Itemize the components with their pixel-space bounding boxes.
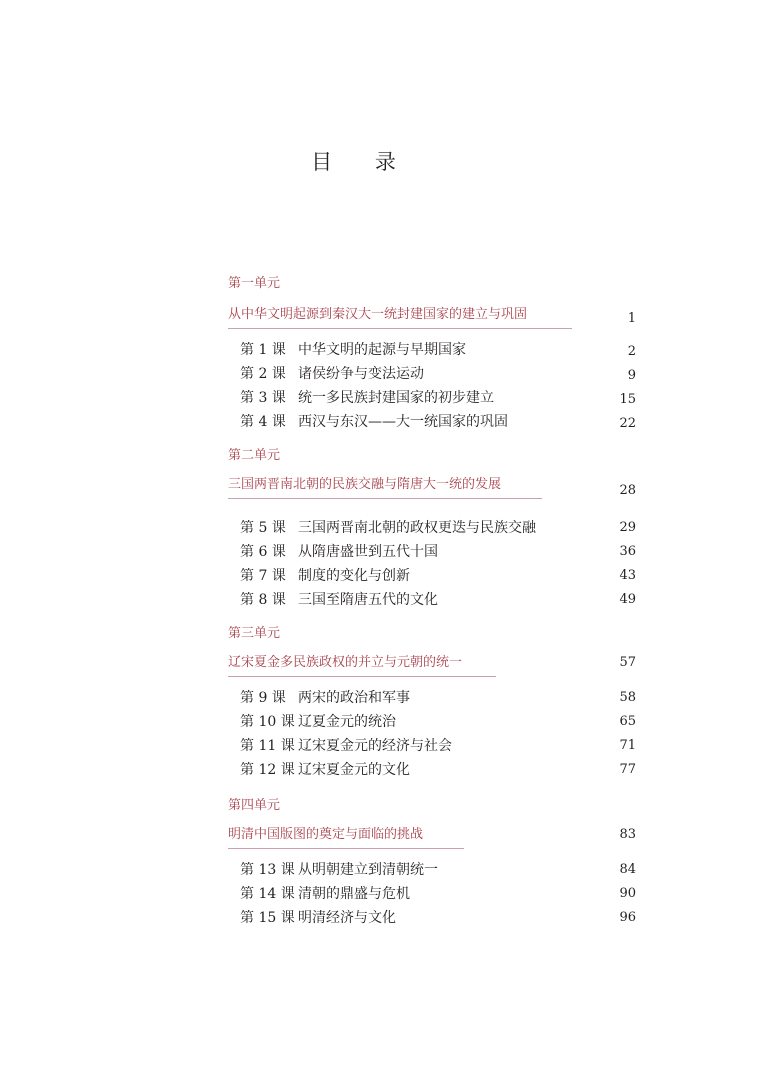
lesson-title[interactable]: 统一多民族封建国家的初步建立 [298, 390, 494, 406]
lesson-title[interactable]: 诸侯纷争与变法运动 [298, 366, 424, 382]
lesson-title[interactable]: 三国两晋南北朝的政权更迭与民族交融 [298, 520, 536, 536]
lesson-item[interactable] [228, 882, 636, 906]
unit-label: 第一单元 [228, 276, 281, 291]
lesson-title[interactable]: 辽宋夏金元的经济与社会 [298, 738, 452, 754]
lesson-number: 第 3 课 [240, 390, 286, 406]
unit-title[interactable]: 三国两晋南北朝的民族交融与隋唐大一统的发展 [228, 477, 502, 492]
lesson-number: 第 10 课 [240, 714, 295, 730]
lesson-number: 第 14 课 [240, 886, 295, 902]
lesson-item[interactable] [228, 588, 636, 612]
lesson-page-number: 22 [619, 416, 636, 431]
lesson-title[interactable]: 制度的变化与创新 [298, 568, 410, 584]
lesson-item[interactable] [228, 710, 636, 734]
unit-2 [228, 446, 636, 612]
lesson-item[interactable] [228, 758, 636, 782]
page-title-text: 目 录 [311, 150, 414, 174]
lesson-item[interactable] [228, 858, 636, 882]
lesson-page-number: 49 [619, 592, 636, 607]
lesson-page-number: 90 [619, 886, 636, 901]
lesson-number: 第 8 课 [240, 592, 286, 608]
lesson-item[interactable] [228, 540, 636, 564]
lesson-page-number: 15 [619, 392, 636, 407]
unit-title-row[interactable] [228, 304, 636, 326]
lesson-list [228, 858, 636, 930]
lesson-number: 第 2 课 [240, 366, 286, 382]
lesson-number: 第 13 课 [240, 862, 295, 878]
lesson-number: 第 5 课 [240, 520, 286, 536]
lesson-title[interactable]: 从明朝建立到清朝统一 [298, 862, 438, 878]
lesson-title[interactable]: 辽夏金元的统治 [298, 714, 396, 730]
unit-title-row[interactable] [228, 474, 636, 496]
lesson-number: 第 6 课 [240, 544, 286, 560]
unit-title[interactable]: 从中华文明起源到秦汉大一统封建国家的建立与巩固 [228, 307, 528, 322]
lesson-page-number: 43 [619, 568, 636, 583]
lesson-number: 第 7 课 [240, 568, 286, 584]
unit-page-number: 1 [627, 311, 636, 326]
lesson-number: 第 1 课 [240, 342, 286, 358]
lesson-page-number: 2 [627, 344, 636, 359]
lesson-title[interactable]: 从隋唐盛世到五代十国 [298, 544, 438, 560]
lesson-item[interactable] [228, 516, 636, 540]
unit-label: 第四单元 [228, 798, 281, 813]
lesson-page-number: 84 [619, 862, 636, 877]
lesson-list [228, 516, 636, 612]
lesson-page-number: 9 [627, 368, 636, 383]
unit-title-underline [228, 498, 542, 499]
unit-4 [228, 796, 636, 930]
lesson-item[interactable] [228, 686, 636, 710]
lesson-item[interactable] [228, 338, 636, 362]
unit-title[interactable]: 辽宋夏金多民族政权的并立与元朝的统一 [228, 655, 463, 670]
unit-page-number: 28 [619, 483, 636, 498]
unit-title-underline [228, 848, 464, 849]
lesson-item[interactable] [228, 734, 636, 758]
lesson-page-number: 58 [619, 690, 636, 705]
lesson-page-number: 29 [619, 520, 636, 535]
lesson-number: 第 12 课 [240, 762, 295, 778]
unit-title-underline [228, 328, 572, 329]
lesson-page-number: 71 [619, 738, 636, 753]
lesson-page-number: 77 [619, 762, 636, 777]
lesson-title[interactable]: 清朝的鼎盛与危机 [298, 886, 410, 902]
lesson-list [228, 338, 636, 434]
lesson-list [228, 686, 636, 782]
lesson-page-number: 96 [619, 910, 636, 925]
lesson-number: 第 15 课 [240, 910, 295, 926]
unit-page-number: 83 [619, 827, 636, 842]
page-title [0, 146, 757, 176]
lesson-page-number: 36 [619, 544, 636, 559]
unit-page-number: 57 [619, 655, 636, 670]
lesson-item[interactable] [228, 362, 636, 386]
lesson-title[interactable]: 明清经济与文化 [298, 910, 396, 926]
lesson-title[interactable]: 辽宋夏金元的文化 [298, 762, 410, 778]
lesson-page-number: 65 [619, 714, 636, 729]
lesson-number: 第 9 课 [240, 690, 286, 706]
lesson-title[interactable]: 三国至隋唐五代的文化 [298, 592, 438, 608]
unit-label: 第二单元 [228, 448, 281, 463]
lesson-title[interactable]: 西汉与东汉——大一统国家的巩固 [298, 414, 508, 430]
lesson-title[interactable]: 中华文明的起源与早期国家 [298, 342, 466, 358]
lesson-item[interactable] [228, 906, 636, 930]
unit-title[interactable]: 明清中国版图的奠定与面临的挑战 [228, 827, 424, 842]
unit-1 [228, 274, 636, 434]
lesson-item[interactable] [228, 564, 636, 588]
lesson-item[interactable] [228, 386, 636, 410]
unit-3 [228, 624, 636, 782]
unit-title-row[interactable] [228, 824, 636, 846]
unit-label: 第三单元 [228, 626, 281, 641]
unit-title-underline [228, 676, 496, 677]
lesson-title[interactable]: 两宋的政治和军事 [298, 690, 410, 706]
lesson-number: 第 11 课 [240, 738, 295, 754]
lesson-number: 第 4 课 [240, 414, 286, 430]
unit-title-row[interactable] [228, 652, 636, 674]
lesson-item[interactable] [228, 410, 636, 434]
